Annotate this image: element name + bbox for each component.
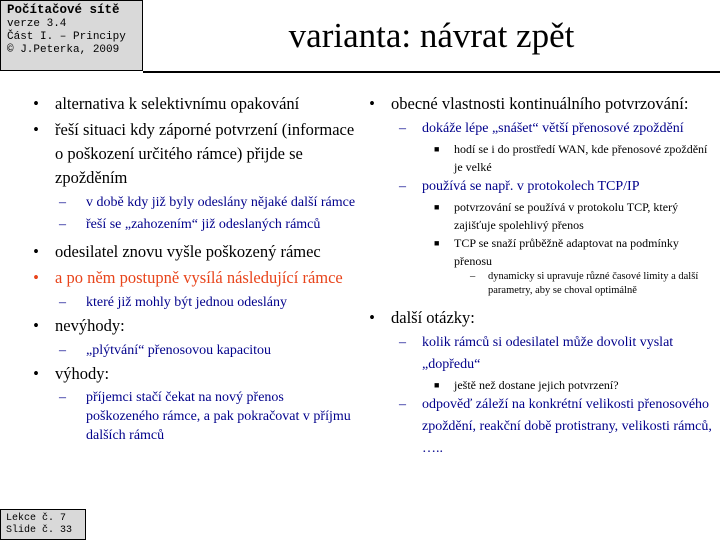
bullet-text: alternativa k selektivnímu opakování	[55, 94, 300, 113]
title-divider	[143, 71, 720, 73]
bullet-marker: •	[369, 94, 375, 113]
detail-tcp-adapt	[362, 234, 714, 270]
bullet-text: výhody:	[55, 364, 110, 383]
right-column	[362, 92, 714, 460]
bullet-text: řeší situaci kdy záporné potvrzení (informace o poškození určitého rámce) přijde se zpožděním	[55, 120, 355, 187]
dash-marker: –	[470, 271, 476, 282]
detail-text: dynamicky si upravuje různé časové limity a další parametry, aby se choval optimálně	[488, 271, 699, 296]
sub-bullet-delay	[362, 118, 714, 140]
detail-text: potvrzování se používá v protokolu TCP, který zajišťuje spolehlivý přenos	[454, 200, 679, 232]
dash-marker: –	[399, 179, 406, 194]
sub-bullet-text: řeší se „zahozením“ již odeslaných rámců	[86, 217, 321, 232]
copyright-label: © J.Peterka, 2009	[7, 44, 120, 56]
detail-text: TCP se snaží průběžně adaptovat na podmínky přenosu	[454, 236, 679, 268]
dash-marker: –	[399, 335, 406, 350]
sub-bullet-tcpip	[362, 176, 714, 198]
detail-text: ještě než dostane jejich potvrzení?	[454, 378, 619, 392]
bullet-text: odesilatel znovu vyšle poškozený rámec	[55, 242, 321, 261]
detail-wan	[362, 140, 714, 176]
bullet-text: nevýhody:	[55, 316, 125, 335]
bullet-late-nak	[26, 118, 356, 190]
bullet-marker: •	[33, 242, 39, 261]
bullet-general-properties	[362, 92, 714, 116]
sub-bullet-text: kolik rámců si odesilatel může dovolit vyslat „dopředu“	[422, 335, 674, 372]
detail-tcp-ack	[362, 198, 714, 234]
left-column	[26, 92, 356, 445]
sub-bullet-already-sent	[26, 192, 356, 214]
version-label: verze 3.4	[7, 18, 67, 30]
sub-bullet-answer	[362, 394, 714, 460]
bullet-marker: •	[369, 308, 375, 327]
bullet-marker: •	[33, 316, 39, 335]
small-bullet-marker: ■	[434, 380, 440, 390]
slide-title: varianta: návrat zpět	[288, 15, 575, 55]
course-info-box	[0, 0, 143, 71]
slide-number: Slide č. 33	[6, 525, 73, 536]
dash-marker: –	[399, 397, 406, 412]
dash-marker: –	[59, 343, 66, 358]
dash-marker: –	[59, 195, 66, 210]
small-bullet-marker: ■	[434, 202, 440, 212]
sub-bullet-text: „plýtvání“ přenosovou kapacitou	[86, 343, 272, 358]
detail-timers	[362, 270, 714, 298]
small-bullet-marker: ■	[434, 144, 440, 154]
sub-bullet-already-sent-once	[26, 292, 356, 314]
bullet-text: a po něm postupně vysílá následující rámce	[55, 268, 343, 287]
bullet-text: další otázky:	[391, 308, 475, 327]
sub-bullet-text: které již mohly být jednou odeslány	[86, 295, 288, 310]
bullet-text: obecné vlastnosti kontinuálního potvrzování:	[391, 94, 689, 113]
sub-bullet-text: v době kdy již byly odeslány nějaké další rámce	[86, 195, 356, 210]
lecture-number: Lekce č. 7	[6, 513, 67, 524]
small-bullet-marker: ■	[434, 238, 440, 248]
bullet-marker: •	[33, 364, 39, 383]
bullet-following-frames	[26, 266, 356, 290]
sub-bullet-waste	[26, 340, 356, 362]
slide-title-area	[143, 0, 720, 71]
sub-bullet-text: dokáže lépe „snášet“ větší přenosové zpoždění	[422, 121, 684, 136]
bullet-alternative	[26, 92, 356, 116]
bullet-marker: •	[33, 94, 39, 113]
bullet-marker: •	[33, 268, 39, 287]
bullet-resend	[26, 240, 356, 264]
sub-bullet-discard	[26, 214, 356, 236]
detail-text: hodí se i do prostředí WAN, kde přenosové zpoždění je velké	[454, 142, 708, 174]
dash-marker: –	[399, 121, 406, 136]
dash-marker: –	[59, 390, 66, 405]
dash-marker: –	[59, 295, 66, 310]
sub-bullet-text: používá se např. v protokolech TCP/IP	[422, 179, 640, 194]
sub-bullet-how-many	[362, 332, 714, 376]
bullet-further-questions	[362, 306, 714, 330]
slide-footer-box	[0, 509, 86, 540]
sub-bullet-text: příjemci stačí čekat na nový přenos poškozeného rámce, a pak pokračovat v příjmu dalších rámců	[86, 390, 351, 443]
dash-marker: –	[59, 217, 66, 232]
bullet-marker: •	[33, 120, 39, 139]
detail-before-ack	[362, 376, 714, 394]
bullet-disadvantages	[26, 314, 356, 338]
course-name: Počítačové sítě	[7, 3, 120, 17]
bullet-advantages	[26, 362, 356, 386]
sub-bullet-text: odpověď záleží na konkrétní velikosti přenosového zpoždění, reakční době protistrany, velikosti rámců, …..	[422, 397, 712, 456]
sub-bullet-receiver	[26, 388, 356, 445]
part-label: Část I. – Principy	[7, 31, 126, 43]
